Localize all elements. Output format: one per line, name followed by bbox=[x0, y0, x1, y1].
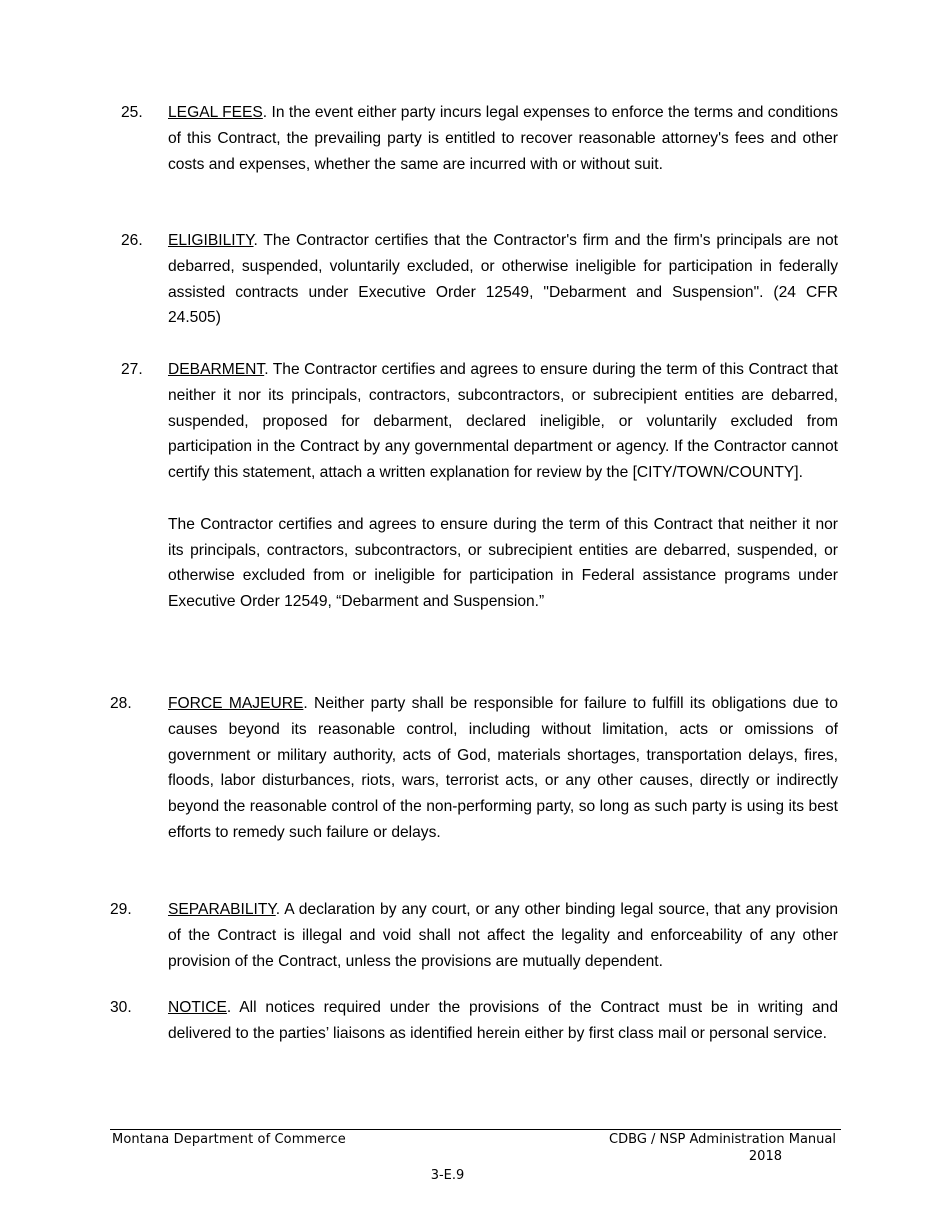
page-number: 3-E.9 bbox=[430, 1168, 465, 1183]
clause-text: . Neither party shall be responsible for failure to fulfill its obligations due to causes beyond its reasonable control, including without limitation, acts or omissions of government or military authority, acts of God, materials shortages, transportation delays, fires, floods, labor disturbances, riots, wars, terrorist acts, or any other causes, directly or indirectly beyond the reasonable control of the non-performing party, so long as such party is using its best efforts to remedy such failure or delays. bbox=[168, 695, 838, 841]
clause-paragraph bbox=[168, 100, 838, 177]
clause-paragraph bbox=[168, 691, 838, 846]
clause-number: 27. bbox=[121, 361, 143, 378]
clause-text: . A declaration by any court, or any other binding legal source, that any provision of the Contract is illegal and void shall not affect the legality and enforceability of any other provision of the Contract, unless the provisions are mutually dependent. bbox=[168, 901, 838, 970]
clause-number: 29. bbox=[110, 901, 132, 918]
footer-organization: Montana Department of Commerce bbox=[112, 1132, 346, 1147]
clause-paragraph bbox=[168, 357, 838, 486]
clause-legal-fees bbox=[110, 100, 838, 177]
footer-divider bbox=[110, 1129, 841, 1130]
clause-number: 28. bbox=[110, 695, 132, 712]
clause-paragraph bbox=[168, 995, 838, 1047]
footer-manual-title bbox=[560, 1131, 836, 1165]
clause-paragraph-2: The Contractor certifies and agrees to ensure during the term of this Contract that neither it nor its principals, contractors, subcontractors, or subrecipient entities are debarred, suspended, or otherwise excluded from or ineligible for participation in Federal assistance programs under Executive Order 12549, “Debarment and Suspension.” bbox=[168, 515, 838, 611]
clause-text: . The Contractor certifies that the Contractor's firm and the firm's principals are not debarred, suspended, voluntarily excluded, or otherwise ineligible for participation in federally assisted contracts under Executive Order 12549, "Debarment and Suspension". (24 CFR 24.505) bbox=[168, 232, 838, 327]
clause-body bbox=[168, 357, 838, 615]
clause-separability bbox=[110, 897, 838, 974]
footer-manual-year: 2018 bbox=[748, 1149, 782, 1164]
clause-body bbox=[168, 100, 838, 177]
clause-body bbox=[168, 228, 838, 331]
clause-heading: DEBARMENT bbox=[168, 361, 265, 378]
clause-text: . The Contractor certifies and agrees to ensure during the term of this Contract that neither it nor its principals, contractors, subcontractors, or subrecipient entities are debarred, suspended, proposed for debarment, declared ineligible, or voluntarily excluded from participation in the Contract by any governmental department or agency. If the Contractor cannot certify this statement, attach a written explanation for review by the [CITY/TOWN/COUNTY]. bbox=[168, 361, 838, 482]
clause-paragraph bbox=[168, 897, 838, 974]
clause-text: . In the event either party incurs legal expenses to enforce the terms and conditions of this Contract, the prevailing party is entitled to recover reasonable attorney's fees and other costs and expenses, whether the same are incurred with or without suit. bbox=[168, 104, 838, 173]
clause-heading: FORCE MAJEURE bbox=[168, 695, 304, 712]
clause-heading: SEPARABILITY bbox=[168, 901, 276, 918]
clause-body bbox=[168, 691, 838, 846]
clause-heading: LEGAL FEES bbox=[168, 104, 263, 121]
clause-heading: ELIGIBILITY bbox=[168, 232, 254, 249]
clause-number: 25. bbox=[121, 104, 143, 121]
clause-debarment bbox=[110, 357, 838, 615]
clause-eligibility bbox=[110, 228, 838, 331]
footer-manual-name: CDBG / NSP Administration Manual bbox=[609, 1132, 836, 1147]
clause-number: 30. bbox=[110, 999, 132, 1016]
clause-number: 26. bbox=[121, 232, 143, 249]
clause-body bbox=[168, 995, 838, 1047]
clause-paragraph bbox=[168, 228, 838, 331]
clause-heading: NOTICE bbox=[168, 999, 227, 1016]
clause-force-majeure bbox=[110, 691, 838, 846]
clause-text: . All notices required under the provisions of the Contract must be in writing and delivered to the parties’ liaisons as identified herein either by first class mail or personal service. bbox=[168, 999, 838, 1042]
clause-notice bbox=[110, 995, 838, 1047]
clause-body bbox=[168, 897, 838, 974]
